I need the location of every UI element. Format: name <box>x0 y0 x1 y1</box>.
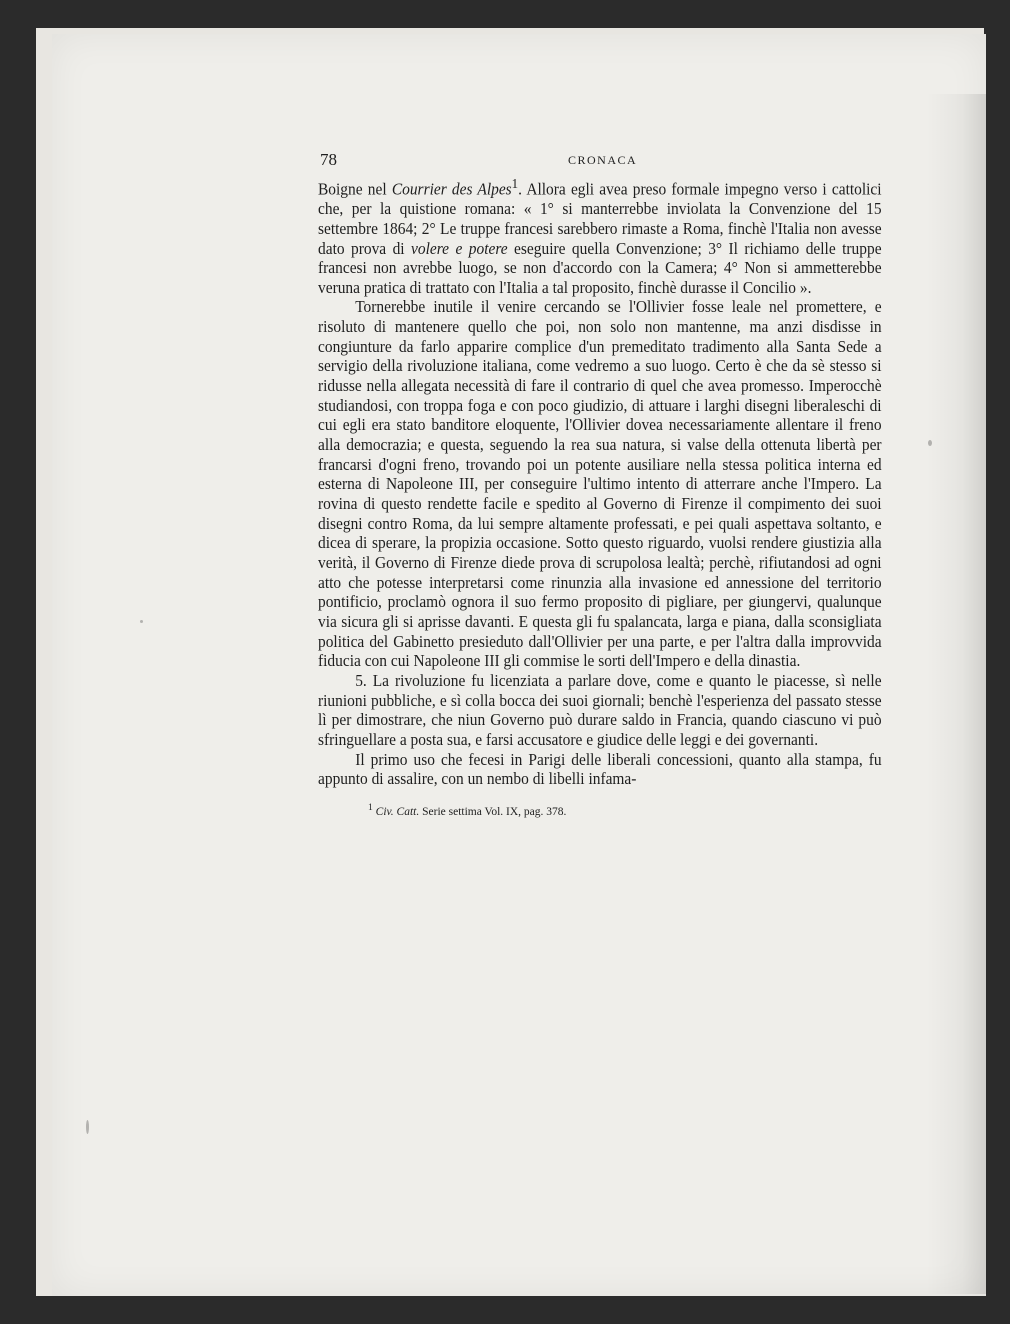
text-run: . Allora egli avea preso formale impegno verso i cattolici che, per la quistione romana: « 1° si manterrebbe inviolata la Convenzione del 15 settembre 1864; 2° Le truppe francesi sarebbero rimaste a Roma, finchè l'Italia non avesse dato prova di <box>318 179 882 258</box>
footnote <box>368 801 882 819</box>
running-title: CRONACA <box>568 153 638 167</box>
text-run: eseguire quella Convenzione; 3° Il richiamo delle truppe francesi non avrebbe luogo, se non d'accordo con la Camera; 4° Non si ammetterebbe veruna pratica di trattato con l'Italia a tal proposito, finchè durasse il Concilio ». <box>318 238 882 297</box>
italic-text: Courrier des Alpes <box>391 179 512 199</box>
footnote-source: Civ. Catt. <box>375 805 420 818</box>
ink-speck <box>86 1120 89 1134</box>
ink-speck <box>928 440 932 446</box>
footnote-reference-marker: 1 <box>511 176 519 191</box>
running-head <box>318 150 882 174</box>
footnote-reference: Serie settima Vol. IX, pag. 378. <box>419 805 567 818</box>
page-text-block <box>318 150 882 819</box>
body-text <box>318 174 882 789</box>
text-run: Il primo uso che fecesi in Parigi delle liberali concessioni, quanto alla stampa, fu appunto di assalire, con un nembo di libelli infama- <box>318 749 882 789</box>
paragraph <box>318 750 882 789</box>
text-run: Tornerebbe inutile il venire cercando se l'Ollivier fosse leale nel promettere, e risoluto di mantenere quello che poi, non solo non mantenne, ma anzi disdisse in congiunture da farlo apparire complice d'un premeditato tradimento alla Santa Sede a servigio della rivoluzione italiana, come vedremo a suo luogo. Certo è che da sè stesso si ridusse nella allegata necessità di fare il contrario di quel che avea promesso. Imperocchè studiandosi, con troppa foga e con poco giudizio, di attuare i larghi disegni liberaleschi di cui egli era stato banditore eloquente, l'Ollivier dovea necessariamente allentare il freno alla democrazia; e questa, seguendo la rea sua natura, si valse della ottenuta libertà per francarsi d'ogni freno, trovando poi un potente ausiliare nella stessa politica interna ed esterna di Napoleone III, per conseguire l'ultimo intento di atterrare anche l'Impero. La rovina di questo rendette facile e spedito al Governo di Firenze il compimento dei suoi disegni contro Roma, da lui sempre altamente professati, e pei quali aspettava soltanto, e dicea di sperare, la propizia occasione. Sotto questo riguardo, vuolsi rendere giustizia alla verità, il Governo di Firenze diede prova di scrupolosa lealtà; perchè, rifiutandosi ad ogni atto che potesse interpretarsi come rinunzia alla invasione ed annessione del territorio pontificio, proclamò ognora il suo fermo proposito di pigliare, per giungervi, qualunque via sicura gli si aprisse davanti. E questa gli fu spalancata, larga e piana, dalla sconsigliata politica del Gabinetto presieduto dall'Ollivier per una parte, e per l'altra dalla improvvida fiducia con cui Napoleone III gli commise le sorti dell'Impero e della dinastia. <box>318 297 882 671</box>
italic-text: volere e potere <box>411 238 508 258</box>
page-number: 78 <box>320 150 337 169</box>
paragraph <box>318 174 882 297</box>
footnote-marker: 1 <box>368 801 373 813</box>
ink-speck <box>140 620 143 623</box>
page-fold-shadow <box>926 94 986 1294</box>
text-run: Boigne nel <box>318 179 392 199</box>
text-run: 5. La rivoluzione fu licenziata a parlare dove, come e quanto le piacesse, sì nelle riunioni pubbliche, e sì colla bocca dei suoi giornali; benchè l'esperienza del passato stesse lì per dimostrare, che niun Governo può durare saldo in Francia, quando ciascuno vi può sfringuellare a posta sua, e farsi accusatore e giudice delle leggi e dei governanti. <box>318 670 882 749</box>
paragraph <box>318 671 882 750</box>
paragraph <box>318 297 882 670</box>
